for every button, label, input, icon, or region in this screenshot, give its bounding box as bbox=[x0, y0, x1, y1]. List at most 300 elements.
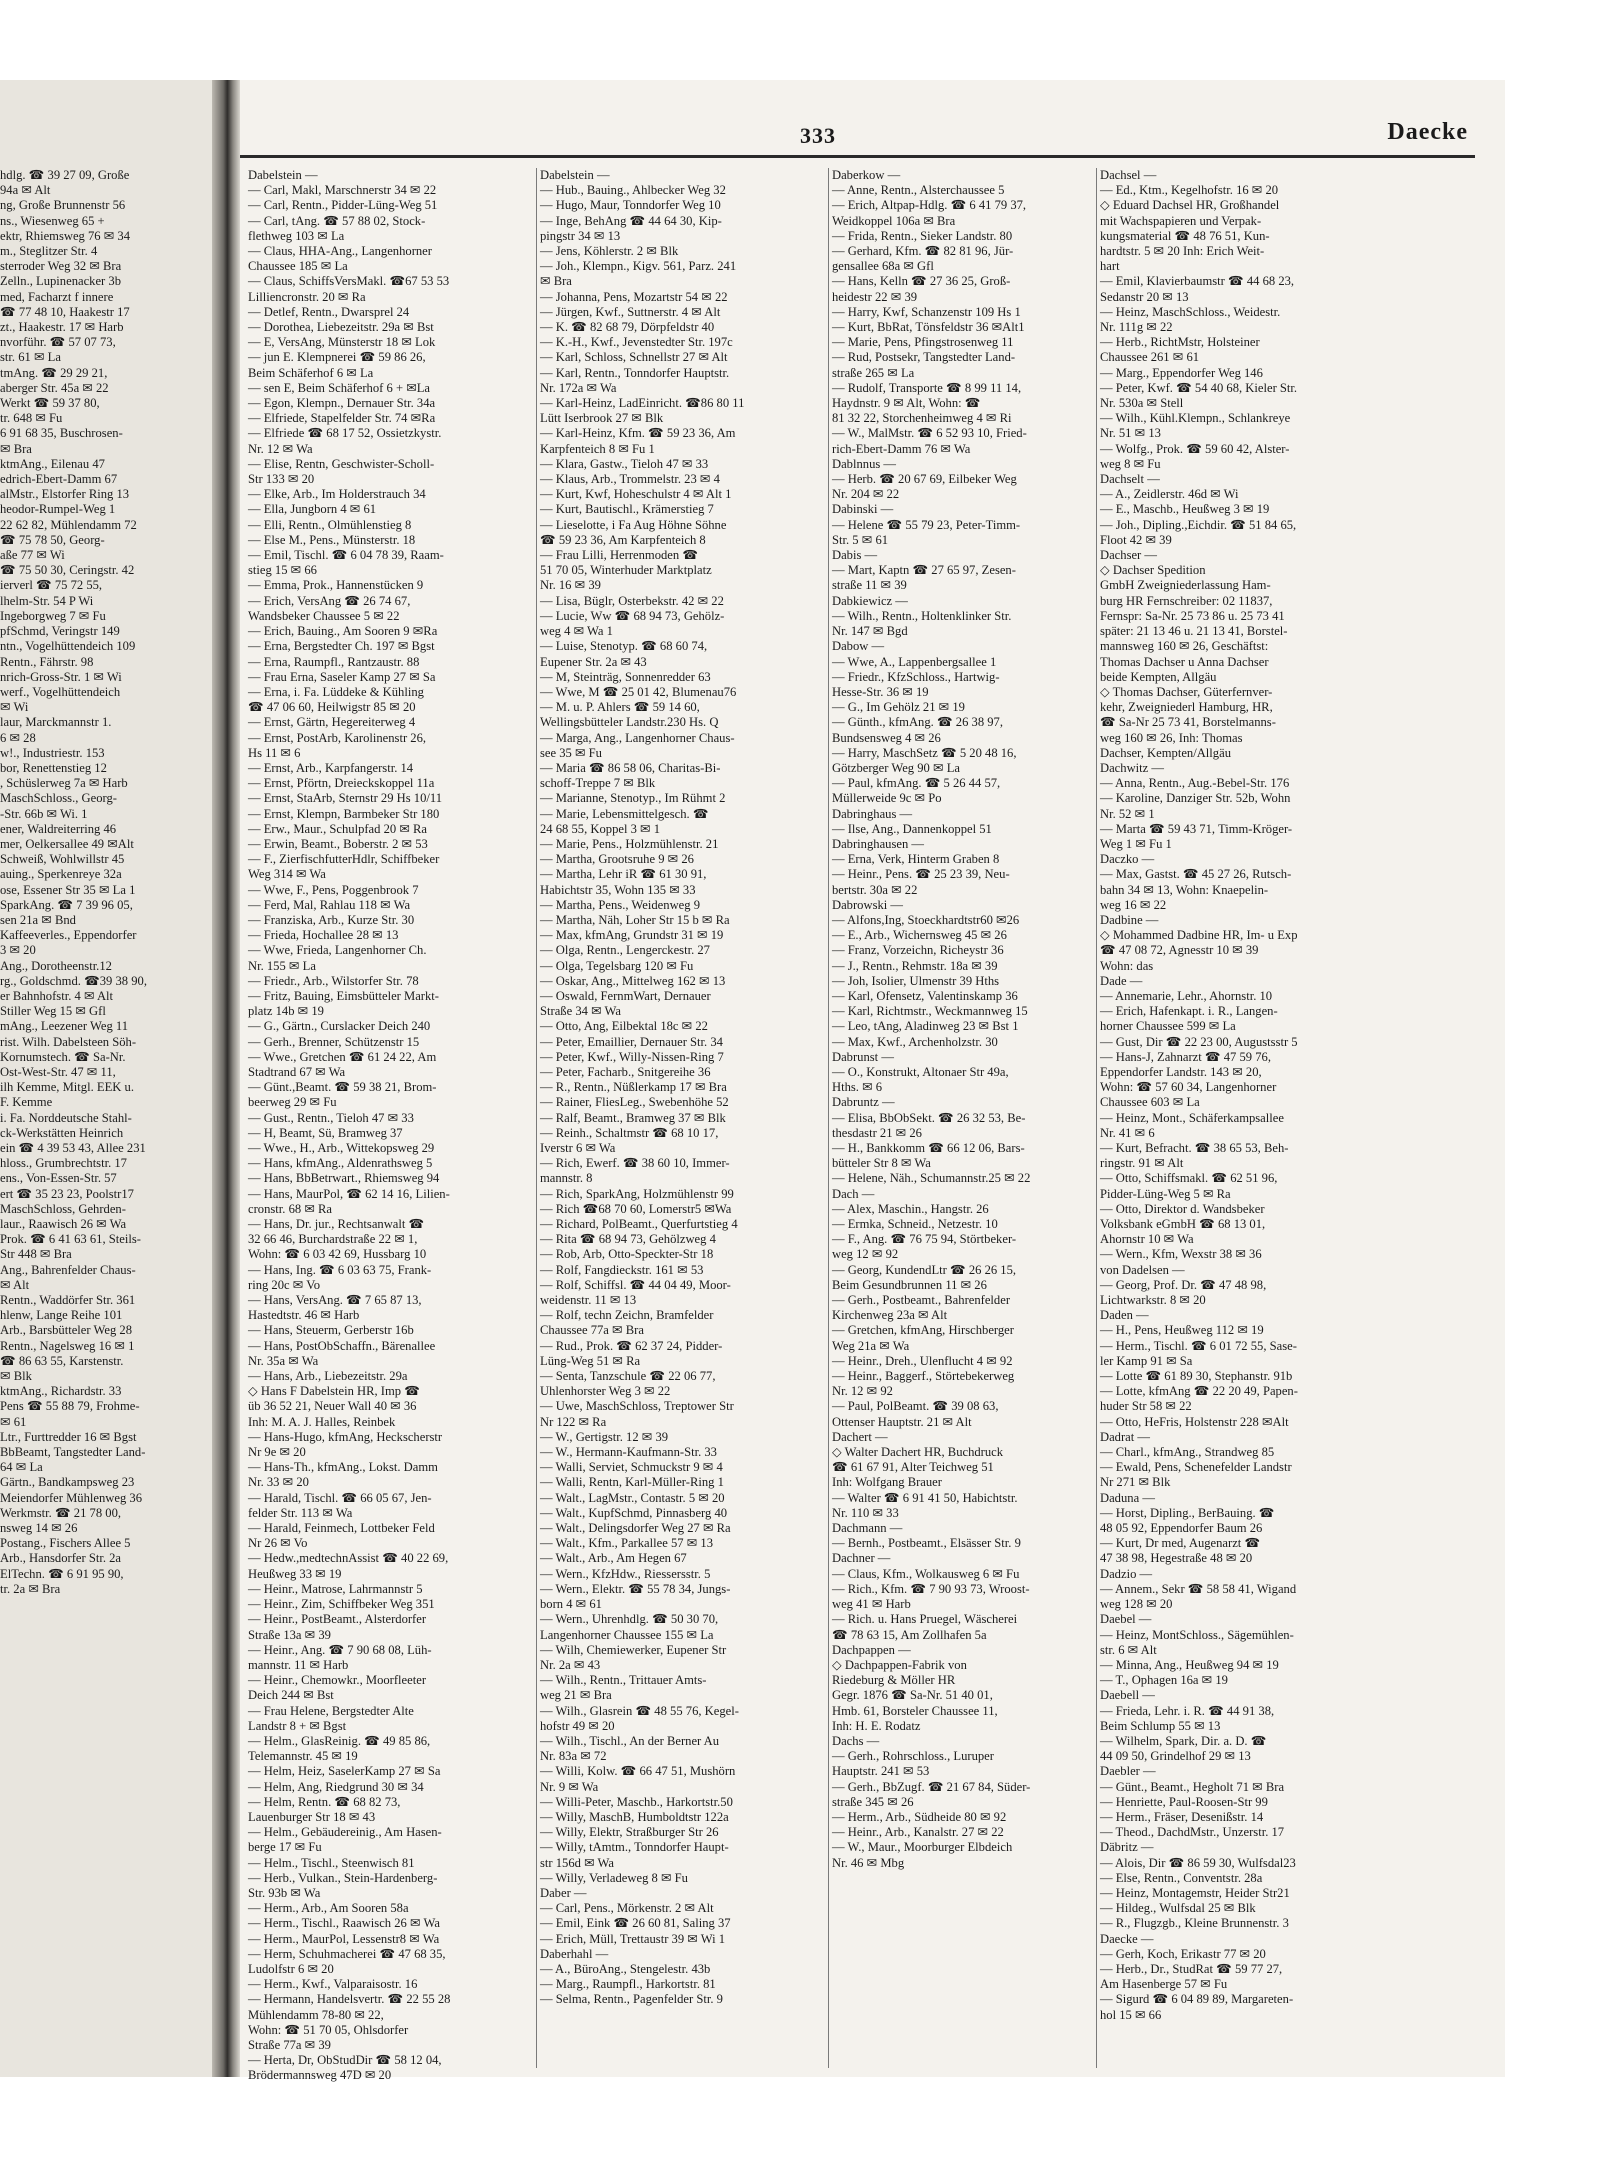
directory-entry-line: Volksbank eGmbH ☎ 68 13 01, bbox=[1100, 1217, 1266, 1232]
left-fragment-line: Rentn., Nagelsweg 16 ✉ 1 bbox=[0, 1338, 135, 1353]
left-fragment-line: aberger Str. 45a ✉ 22 bbox=[0, 380, 109, 395]
directory-entry-line: Ludolfstr 6 ✉ 20 bbox=[248, 1961, 334, 1976]
directory-entry-line: — Charl., kfmAng., Strandweg 85 bbox=[1100, 1445, 1275, 1460]
directory-entry-line: — Wern., KfzHdw., Riessersstr. 5 bbox=[540, 1566, 711, 1581]
left-fragment-line: 64 ✉ La bbox=[0, 1460, 43, 1475]
directory-entry-line: — Helene, Näh., Schumannstr.25 ✉ 22 bbox=[832, 1171, 1031, 1186]
directory-entry-line: — Wwe., H., Arb., Wittekopsweg 29 bbox=[248, 1141, 435, 1155]
directory-entry-line: Hmb. 61, Borsteler Chaussee 11, bbox=[832, 1703, 998, 1718]
surname-heading: Dadbine — bbox=[1100, 912, 1159, 927]
directory-entry-line: burg HR Fernschreiber: 02 11837, bbox=[1100, 593, 1273, 608]
directory-entry-line: — Wwe., Gretchen ☎ 61 24 22, Am bbox=[248, 1049, 437, 1064]
directory-entry-line: — Otto, Schiffsmakl. ☎ 62 51 96, bbox=[1100, 1171, 1278, 1186]
directory-entry-line: — Erna, i. Fa. Lüddeke & Kühling bbox=[248, 684, 424, 699]
directory-entry-line: — Elfriede, Stapelfelder Str. 74 ✉Ra bbox=[248, 411, 436, 426]
directory-entry-line: beerweg 29 ✉ Fu bbox=[248, 1095, 337, 1110]
directory-entry-line: — Hans-Hugo, kfmAng, Heckscherstr bbox=[248, 1429, 443, 1444]
directory-entry-line: — Olga, Tegelsbarg 120 ✉ Fu bbox=[540, 958, 694, 973]
directory-entry-line: — Erich, Müll, Trettaustr 39 ✉ Wi 1 bbox=[540, 1931, 726, 1946]
left-fragment-line: Postang., Fischers Allee 5 bbox=[0, 1536, 131, 1551]
surname-heading: Dachner — bbox=[832, 1551, 891, 1566]
left-fragment-line: Rentn., Fährstr. 98 bbox=[0, 654, 94, 669]
directory-entry-line: — Heinr., Ang. ☎ 7 90 68 08, Lüh- bbox=[248, 1642, 432, 1657]
directory-column-1 bbox=[248, 168, 533, 2083]
left-fragment-line: i. Fa. Norddeutsche Stahl- bbox=[0, 1110, 132, 1125]
directory-entry-line: — Walt., Arb., Am Hegen 67 bbox=[540, 1551, 687, 1566]
left-fragment-line: BbBeamt, Tangstedter Land- bbox=[0, 1445, 146, 1460]
directory-entry-line: Stadtrand 67 ✉ Wa bbox=[248, 1064, 346, 1079]
directory-column-4 bbox=[1100, 168, 1410, 2068]
directory-entry-line: — M, Steinträg, Sonnenredder 63 bbox=[540, 669, 711, 684]
directory-entry-line: Weg 314 ✉ Wa bbox=[248, 867, 326, 882]
left-fragment-line: nvorführ. ☎ 57 07 73, bbox=[0, 335, 116, 350]
page-number: 333 bbox=[800, 123, 836, 148]
directory-entry-line: 51 70 05, Winterhuder Marktplatz bbox=[540, 563, 712, 578]
directory-entry-line: — Oskar, Ang., Mittelweg 162 ✉ 13 bbox=[540, 973, 726, 988]
directory-entry-line: mannstr. 11 ✉ Harb bbox=[248, 1657, 349, 1672]
directory-entry-line: — Carl, Makl, Marschnerstr 34 ✉ 22 bbox=[248, 183, 437, 198]
directory-entry-line: rich-Ebert-Damm 76 ✉ Wa bbox=[832, 441, 971, 456]
directory-entry-line: — Willy, tAmtm., Tonndorfer Haupt- bbox=[540, 1840, 729, 1855]
left-fragment-line: nsweg 14 ✉ 26 bbox=[0, 1521, 78, 1536]
directory-entry-line: — Georg, KundendLtr ☎ 26 26 15, bbox=[832, 1262, 1017, 1277]
directory-entry-line: — Wolfg., Prok. ☎ 59 60 42, Alster- bbox=[1100, 441, 1290, 456]
directory-entry-line: — Rich., Kfm. ☎ 7 90 93 73, Wroost- bbox=[832, 1581, 1030, 1596]
left-fragment-line: Prok. ☎ 6 41 63 61, Steils- bbox=[0, 1232, 141, 1247]
directory-entry-line: ◇ Walter Dachert HR, Buchdruck bbox=[832, 1445, 1004, 1460]
directory-entry-line: stieg 15 ✉ 66 bbox=[248, 563, 317, 578]
directory-entry-line: Nr. 12 ✉ Wa bbox=[248, 441, 313, 456]
directory-entry-line: — Heinr., Matrose, Lahrmannstr 5 bbox=[248, 1581, 423, 1596]
directory-entry-line: — Claus, HHA-Ang., Langenhorner bbox=[248, 244, 432, 259]
directory-entry-line: — Wwe, F., Pens, Poggenbrook 7 bbox=[248, 882, 419, 897]
surname-heading: Daduna — bbox=[1100, 1490, 1155, 1505]
directory-entry-line: Chaussee 185 ✉ La bbox=[248, 259, 348, 274]
left-fragment-line: ktmAng., Richardstr. 33 bbox=[0, 1384, 122, 1399]
directory-entry-line: — Rud., Prok. ☎ 62 37 24, Pidder- bbox=[540, 1338, 723, 1353]
directory-entry-line: beide Kempten, Allgäu bbox=[1100, 669, 1217, 684]
directory-entry-line: Lütt Iserbrook 27 ✉ Blk bbox=[540, 411, 664, 426]
directory-entry-line: GmbH Zweigniederlassung Ham- bbox=[1100, 578, 1271, 593]
directory-entry-line: — Rudolf, Transporte ☎ 8 99 11 14, bbox=[832, 380, 1022, 395]
left-fragment-line: med, Facharzt f innere bbox=[0, 289, 114, 304]
directory-entry-line: cronstr. 68 ✉ Ra bbox=[248, 1201, 333, 1216]
directory-entry-line: — Wilh, Chemiewerker, Eupener Str bbox=[540, 1642, 727, 1657]
directory-entry-line: — Horst, Dipling., BerBauing. ☎ bbox=[1100, 1505, 1275, 1520]
directory-entry-line: — Karl, Rentn., Tonndorfer Hauptstr. bbox=[540, 365, 730, 380]
surname-heading: Dabis — bbox=[832, 548, 878, 563]
left-fragment-line: Zelln., Lupinenacker 3b bbox=[0, 274, 121, 289]
surname-heading: Dachmann — bbox=[832, 1521, 903, 1536]
surname-heading: Daebell — bbox=[1100, 1688, 1155, 1703]
page-header bbox=[240, 115, 1480, 155]
surname-heading: Daberkow — bbox=[832, 168, 901, 182]
directory-entry-line: Wellingsbütteler Landstr.230 Hs. Q bbox=[540, 715, 719, 730]
directory-entry-line: — Erwin, Beamt., Boberstr. 2 ✉ 53 bbox=[248, 836, 428, 851]
directory-entry-line: — Carl, Pens., Mörkenstr. 2 ✉ Alt bbox=[540, 1901, 714, 1916]
directory-entry-line: — Peter, Emaillier, Dernauer Str. 34 bbox=[540, 1034, 723, 1049]
directory-entry-line: — Kurt, Kwf, Hoheschulstr 4 ✉ Alt 1 bbox=[540, 487, 732, 502]
directory-entry-line: — Hans, VersAng. ☎ 7 65 87 13, bbox=[248, 1293, 422, 1308]
directory-entry-line: Inh: M. A. J. Halles, Reinbek bbox=[248, 1414, 396, 1429]
directory-entry-line: — Kurt, Dr med, Augenarzt ☎ bbox=[1100, 1536, 1261, 1551]
directory-entry-line: Telemannstr. 45 ✉ 19 bbox=[248, 1749, 358, 1764]
directory-entry-line: Nr. 110 ✉ 33 bbox=[832, 1505, 899, 1520]
directory-entry-line: — Elfriede ☎ 68 17 52, Ossietzkystr. bbox=[248, 426, 442, 441]
column-divider bbox=[1096, 168, 1097, 2068]
directory-entry-line: — Erna, Bergstedter Ch. 197 ✉ Bgst bbox=[248, 639, 435, 654]
directory-entry-line: — Luise, Stenotyp. ☎ 68 60 74, bbox=[540, 639, 708, 654]
directory-entry-line: — Frida, Rentn., Sieker Landstr. 80 bbox=[832, 228, 1013, 243]
directory-entry-line: weg 21 ✉ Bra bbox=[540, 1688, 612, 1703]
directory-entry-line: — Klaus, Arb., Trommelstr. 23 ✉ 4 bbox=[540, 472, 720, 487]
surname-heading: Daber — bbox=[540, 1885, 587, 1900]
left-fragment-line: ☎ 86 63 55, Karstenstr. bbox=[0, 1353, 124, 1368]
directory-entry-line: Beim Schlump 55 ✉ 13 bbox=[1100, 1718, 1221, 1733]
left-fragment-line: rg., Goldschmd. ☎39 38 90, bbox=[0, 973, 147, 988]
directory-entry-line: — Herm., Arb., Am Sooren 58a bbox=[248, 1901, 409, 1916]
directory-entry-line: pingstr 34 ✉ 13 bbox=[540, 228, 621, 243]
left-fragment-line: Str 448 ✉ Bra bbox=[0, 1247, 72, 1262]
directory-entry-line: — Walli, Rentn, Karl-Müller-Ring 1 bbox=[540, 1475, 724, 1490]
directory-entry-line: — Martha, Näh, Loher Str 15 b ✉ Ra bbox=[540, 912, 730, 927]
directory-entry-line: bütteler Str 8 ✉ Wa bbox=[832, 1156, 931, 1171]
left-fragment-line: Ost-West-Str. 47 ✉ 11, bbox=[0, 1064, 116, 1079]
directory-entry-line: Wohn: ☎ 51 70 05, Ohlsdorfer bbox=[248, 2022, 409, 2037]
directory-entry-line: ◇ Hans F Dabelstein HR, Imp ☎ bbox=[248, 1384, 420, 1399]
directory-entry-line: Uhlenhorster Weg 3 ✉ 22 bbox=[540, 1384, 671, 1399]
directory-entry-line: 47 38 98, Hegestraße 48 ✉ 20 bbox=[1100, 1551, 1253, 1566]
directory-entry-line: — Erich, Altpap-Hdlg. ☎ 6 41 79 37, bbox=[832, 198, 1027, 213]
directory-entry-line: — Erw., Maur., Schulpfad 20 ✉ Ra bbox=[248, 821, 428, 836]
directory-entry-line: flethweg 103 ✉ La bbox=[248, 228, 345, 243]
directory-entry-line: — Ferd, Mal, Rahlau 118 ✉ Wa bbox=[248, 897, 411, 912]
left-fragment-line: Ingeborgweg 7 ✉ Fu bbox=[0, 608, 106, 623]
left-fragment-line: 3 ✉ 20 bbox=[0, 943, 36, 958]
directory-entry-line: — Wilh., Kühl.Klempn., Schlankreye bbox=[1100, 411, 1291, 426]
left-fragment-line: ens., Von-Essen-Str. 57 bbox=[0, 1171, 117, 1186]
left-fragment-line: laur, Marckmannstr 1. bbox=[0, 715, 112, 730]
directory-entry-line: berge 17 ✉ Fu bbox=[248, 1840, 322, 1855]
directory-entry-line: Fernspr: Sa-Nr. 25 73 86 u. 25 73 41 bbox=[1100, 608, 1285, 623]
directory-entry-line: — K. ☎ 82 68 79, Dörpfeldstr 40 bbox=[540, 320, 715, 335]
directory-entry-line: — Dorothea, Liebezeitstr. 29a ✉ Bst bbox=[248, 320, 434, 335]
directory-entry-line: — Willi-Peter, Maschb., Harkortstr.50 bbox=[540, 1794, 733, 1809]
left-fragment-line: 6 ✉ 28 bbox=[0, 730, 36, 745]
directory-entry-line: ler Kamp 91 ✉ Sa bbox=[1100, 1353, 1193, 1368]
left-fragment-line: ✉ Alt bbox=[0, 1277, 30, 1292]
directory-entry-line: — Marg., Raumpfl., Harkortstr. 81 bbox=[540, 1977, 716, 1992]
directory-entry-line: — Heinr., Pens. ☎ 25 23 39, Neu- bbox=[832, 867, 1010, 882]
left-fragment-line: w!., Industriestr. 153 bbox=[0, 745, 105, 760]
directory-entry-line: — Willy, Verladeweg 8 ✉ Fu bbox=[540, 1870, 688, 1885]
directory-entry-line: Hastedtstr. 46 ✉ Harb bbox=[248, 1308, 360, 1323]
surname-heading: Dabkiewicz — bbox=[832, 593, 908, 608]
directory-entry-line: — Joh., Klempn., Kigv. 561, Parz. 241 bbox=[540, 259, 737, 274]
directory-entry-line: ☎ 47 06 60, Heilwigstr 85 ✉ 20 bbox=[248, 700, 416, 715]
directory-entry-line: — Rich, Ewerf. ☎ 38 60 10, Immer- bbox=[540, 1156, 730, 1171]
directory-entry-line: — Otto, HeFris, Holstenstr 228 ✉Alt bbox=[1100, 1414, 1289, 1429]
directory-entry-line: — Marta ☎ 59 43 71, Timm-Kröger- bbox=[1100, 821, 1293, 836]
header-rule bbox=[240, 155, 1475, 158]
directory-entry-line: — Willy, Elektr, Straßburger Str 26 bbox=[540, 1825, 719, 1840]
directory-entry-line: — Emma, Prok., Hannenstücken 9 bbox=[248, 578, 424, 593]
directory-entry-line: Mühlendamm 78-80 ✉ 22, bbox=[248, 2007, 384, 2022]
directory-entry-line: — H., Bankkomm ☎ 66 12 06, Bars- bbox=[832, 1141, 1025, 1155]
directory-entry-line: — Herb., Dr., StudRat ☎ 59 77 27, bbox=[1100, 1961, 1283, 1976]
directory-entry-line: Nr. 35a ✉ Wa bbox=[248, 1353, 319, 1368]
directory-entry-line: — Henriette, Paul-Roosen-Str 99 bbox=[1100, 1794, 1268, 1809]
left-fragment-line: Rentn., Waddörfer Str. 361 bbox=[0, 1293, 136, 1308]
directory-entry-line: — Heinr., PostBeamt., Alsterdorfer bbox=[248, 1612, 427, 1627]
directory-entry-line: — Leo, tAng, Aladinweg 23 ✉ Bst 1 bbox=[832, 1019, 1019, 1034]
directory-entry-line: — Harry, Kwf, Schanzenstr 109 Hs 1 bbox=[832, 304, 1021, 319]
directory-entry-line: — Gerh., Brenner, Schützenstr 15 bbox=[248, 1034, 420, 1049]
directory-entry-line: Beim Schäferhof 6 ✉ La bbox=[248, 365, 374, 380]
directory-entry-line: — Harry, MaschSetz ☎ 5 20 48 16, bbox=[832, 745, 1017, 760]
directory-entry-line: — Martha, Lehr iR ☎ 61 30 91, bbox=[540, 867, 707, 882]
directory-entry-line: gensallee 68a ✉ Gfl bbox=[832, 259, 934, 274]
directory-entry-line: — Karl, Ofensetz, Valentinskamp 36 bbox=[832, 988, 1018, 1003]
directory-entry-line: Hs 11 ✉ 6 bbox=[248, 745, 301, 760]
directory-entry-line: — Hans, PostObSchaffn., Bärenallee bbox=[248, 1338, 436, 1353]
directory-entry-line: weg 128 ✉ 20 bbox=[1100, 1597, 1173, 1612]
directory-entry-line: — Herb. ☎ 20 67 69, Eilbeker Weg bbox=[832, 472, 1017, 487]
directory-entry-line: schoff-Treppe 7 ✉ Blk bbox=[540, 776, 656, 791]
surname-heading: Dade — bbox=[1100, 973, 1143, 988]
directory-entry-line: ☎ 59 23 36, Am Karpfenteich 8 bbox=[540, 532, 706, 547]
directory-entry-line: — Else, Rentn., Conventstr. 28a bbox=[1100, 1870, 1263, 1885]
directory-entry-line: — Hedw.,medtechnAssist ☎ 40 22 69, bbox=[248, 1551, 449, 1566]
directory-entry-line: — Max, kfmAng, Grundstr 31 ✉ 19 bbox=[540, 928, 724, 943]
directory-entry-line: mannsweg 160 ✉ 26, Geschäftst: bbox=[1100, 639, 1269, 654]
left-fragment-line: lhelm-Str. 54 P Wi bbox=[0, 593, 94, 608]
directory-entry-line: ◇ Eduard Dachsel HR, Großhandel bbox=[1100, 198, 1280, 213]
left-fragment-line: Kaffeeverles., Eppendorfer bbox=[0, 928, 137, 943]
left-fragment-line: ktmAng., Eilenau 47 bbox=[0, 456, 105, 471]
left-fragment-line: ns., Wiesenweg 65 + bbox=[0, 213, 105, 228]
directory-entry-line: Nr. 46 ✉ Mbg bbox=[832, 1855, 905, 1870]
left-fragment-line: rist. Wilh. Dabelsteen Söh- bbox=[0, 1034, 137, 1049]
surname-heading: Daczko — bbox=[1100, 852, 1155, 867]
left-fragment-line: tmAng. ☎ 29 29 21, bbox=[0, 365, 108, 380]
directory-entry-line: ☎ 78 63 15, Am Zollhafen 5a bbox=[832, 1627, 987, 1642]
directory-entry-line: — Hans-J, Zahnarzt ☎ 47 59 76, bbox=[1100, 1049, 1271, 1064]
directory-entry-line: — Marie, Pens., Holzmühlenstr. 21 bbox=[540, 836, 719, 851]
directory-entry-line: — Richard, PolBeamt., Querfurtstieg 4 bbox=[540, 1217, 738, 1232]
directory-entry-line: hart bbox=[1100, 259, 1120, 274]
directory-entry-line: 32 66 46, Burchardstraße 22 ✉ 1, bbox=[248, 1232, 418, 1247]
directory-entry-line: ringstr. 91 ✉ Alt bbox=[1100, 1156, 1184, 1171]
directory-entry-line: 48 05 92, Eppendorfer Baum 26 bbox=[1100, 1521, 1263, 1536]
directory-entry-line: — Friedr., KfzSchloss., Hartwig- bbox=[832, 669, 1000, 684]
left-fragment-line: ☎ 77 48 10, Haakestr 17 bbox=[0, 304, 130, 319]
left-fragment-line: tr. 2a ✉ Bra bbox=[0, 1581, 61, 1596]
directory-entry-line: str. 6 ✉ Alt bbox=[1100, 1642, 1157, 1657]
directory-entry-line: — Anna, Rentn., Aug.-Bebel-Str. 176 bbox=[1100, 776, 1290, 791]
directory-entry-line: — Wern., Elektr. ☎ 55 78 34, Jungs- bbox=[540, 1581, 731, 1596]
directory-entry-line: — H., Pens, Heußweg 112 ✉ 19 bbox=[1100, 1323, 1264, 1338]
directory-entry-line: horner Chaussee 599 ✉ La bbox=[1100, 1019, 1236, 1034]
directory-entry-line: Nr. 33 ✉ 20 bbox=[248, 1475, 309, 1490]
directory-entry-line: — Ernst, Gärtn, Hegereiterweg 4 bbox=[248, 715, 416, 730]
directory-entry-line: — Franz, Vorzeichn, Richeystr 36 bbox=[832, 943, 1004, 958]
directory-entry-line: — Herm., Fräser, Desenißstr. 14 bbox=[1100, 1809, 1264, 1824]
directory-entry-line: — sen E, Beim Schäferhof 6 + ✉La bbox=[248, 380, 431, 395]
directory-entry-line: — T., Ophagen 16a ✉ 19 bbox=[1100, 1673, 1228, 1688]
left-fragment-line: , Schüslerweg 7a ✉ Harb bbox=[0, 776, 128, 791]
directory-entry-line: — O., Konstrukt, Altonaer Str 49a, bbox=[832, 1064, 1009, 1079]
directory-entry-line: — Minna, Ang., Heußweg 94 ✉ 19 bbox=[1100, 1657, 1279, 1672]
directory-entry-line: später: 21 13 46 u. 21 13 41, Borstel- bbox=[1100, 624, 1288, 639]
left-fragment-line: hlenw, Lange Reihe 101 bbox=[0, 1308, 123, 1323]
directory-entry-line: Langenhorner Chaussee 155 ✉ La bbox=[540, 1627, 714, 1642]
directory-entry-line: — Elli, Rentn., Olmühlenstieg 8 bbox=[248, 517, 412, 532]
left-fragment-line: MaschSchloss., Georg- bbox=[0, 791, 117, 806]
directory-entry-line: — H, Beamt, Sü, Bramweg 37 bbox=[248, 1125, 403, 1140]
directory-entry-line: — Lieselotte, i Fa Aug Höhne Söhne bbox=[540, 517, 727, 532]
directory-entry-line: — Hans-Th., kfmAng., Lokst. Damm bbox=[248, 1460, 438, 1475]
directory-entry-line: — Martha, Grootsruhe 9 ✉ 26 bbox=[540, 852, 694, 867]
directory-entry-line: — Jürgen, Kwf., Suttnerstr. 4 ✉ Alt bbox=[540, 304, 721, 319]
directory-entry-line: — Frau Erna, Saseler Kamp 27 ✉ Sa bbox=[248, 669, 436, 684]
directory-entry-line: — Wwe, M ☎ 25 01 42, Blumenau76 bbox=[540, 684, 737, 699]
directory-entry-line: — Ernst, Klempn, Barmbeker Str 180 bbox=[248, 806, 440, 821]
left-fragment-line: ein ☎ 4 39 53 43, Allee 231 bbox=[0, 1141, 146, 1155]
column-divider bbox=[536, 168, 537, 2068]
directory-entry-line: Wohn: ☎ 57 60 34, Langenhorner bbox=[1100, 1080, 1277, 1095]
directory-entry-line: — Annem., Sekr ☎ 58 58 41, Wigand bbox=[1100, 1581, 1297, 1596]
surname-heading: Dablnnus — bbox=[832, 456, 897, 471]
directory-entry-line: — Rita ☎ 68 94 73, Gehölzweg 4 bbox=[540, 1232, 716, 1247]
directory-entry-line: — Günt., Beamt., Hegholt 71 ✉ Bra bbox=[1100, 1779, 1285, 1794]
left-fragment-line: ose, Essener Str 35 ✉ La 1 bbox=[0, 882, 136, 897]
directory-entry-line: Inh: Wolfgang Brauer bbox=[832, 1475, 942, 1490]
left-fragment-line: auing., Sperkenreye 32a bbox=[0, 867, 122, 882]
directory-entry-line: — Gust., Rentn., Tieloh 47 ✉ 33 bbox=[248, 1110, 414, 1125]
directory-entry-line: — Wilh., Rentn., Trittauer Amts- bbox=[540, 1673, 707, 1688]
directory-entry-line: — Gerh, Koch, Erikastr 77 ✉ 20 bbox=[1100, 1946, 1266, 1961]
directory-entry-line: ☎ 61 67 91, Alter Teichweg 51 bbox=[832, 1460, 994, 1475]
directory-entry-line: — Emil, Eink ☎ 26 60 81, Saling 37 bbox=[540, 1916, 731, 1931]
directory-column-3 bbox=[832, 168, 1134, 2068]
directory-entry-line: — Willy, MaschB, Humboldtstr 122a bbox=[540, 1809, 729, 1824]
left-fragment-line: ener, Waldreiterring 46 bbox=[0, 821, 117, 836]
directory-entry-line: Chaussee 261 ✉ 61 bbox=[1100, 350, 1200, 365]
left-fragment-line: Kornumstech. ☎ Sa-Nr. bbox=[0, 1049, 126, 1064]
left-fragment-line: sen 21a ✉ Bnd bbox=[0, 912, 76, 927]
directory-entry-line: — Gretchen, kfmAng, Hirschberger bbox=[832, 1323, 1014, 1338]
surname-heading: Dadrat — bbox=[1100, 1429, 1151, 1444]
left-fragment-line: Schweiß, Wohlwillstr 45 bbox=[0, 852, 125, 867]
directory-entry-line: — Paul, kfmAng. ☎ 5 26 44 57, bbox=[832, 776, 1001, 791]
directory-entry-line: — Walt., KupfSchmd, Pinnasberg 40 bbox=[540, 1505, 728, 1520]
directory-entry-line: Nr. 172a ✉ Wa bbox=[540, 380, 617, 395]
directory-entry-line: born 4 ✉ 61 bbox=[540, 1597, 602, 1612]
directory-column-2 bbox=[540, 168, 835, 2068]
surname-heading: Dabringhausen — bbox=[832, 836, 924, 851]
directory-entry-line: weg 12 ✉ 92 bbox=[832, 1247, 899, 1262]
directory-entry-line: — Friedr., Arb., Wilstorfer Str. 78 bbox=[248, 973, 419, 988]
directory-entry-line: — Karl-Heinz, Kfm. ☎ 59 23 36, Am bbox=[540, 426, 736, 441]
directory-entry-line: Nr. 155 ✉ La bbox=[248, 958, 316, 973]
directory-entry-line: — Ella, Jungborn 4 ✉ 61 bbox=[248, 502, 377, 517]
directory-entry-line: — Heinz, MaschSchloss., Weidestr. bbox=[1100, 304, 1281, 319]
directory-entry-line: Nr. 52 ✉ 1 bbox=[1100, 806, 1155, 821]
surname-heading: Dadzio — bbox=[1100, 1566, 1153, 1581]
directory-entry-line: Str. 5 ✉ 61 bbox=[832, 532, 889, 547]
directory-entry-line: weidenstr. 11 ✉ 13 bbox=[540, 1293, 637, 1308]
directory-entry-line: Deich 244 ✉ Bst bbox=[248, 1688, 334, 1703]
directory-entry-line: Sedanstr 20 ✉ 13 bbox=[1100, 289, 1189, 304]
directory-entry-line: — Gerhard, Kfm. ☎ 82 81 96, Jür- bbox=[832, 244, 1014, 259]
directory-entry-line: — R., Flugzgb., Kleine Brunnenstr. 3 bbox=[1100, 1916, 1289, 1931]
directory-entry-line: — Ewald, Pens, Schenefelder Landstr bbox=[1100, 1460, 1292, 1475]
surname-heading: Dachs — bbox=[832, 1733, 880, 1748]
directory-entry-line: — Frau Lilli, Herrenmoden ☎ bbox=[540, 548, 699, 563]
left-fragment-line: Ang., Bahrenfelder Chaus- bbox=[0, 1262, 136, 1277]
directory-entry-line: — Sigurd ☎ 6 04 89 89, Margareten- bbox=[1100, 1992, 1294, 2007]
surname-heading: Dachpappen — bbox=[832, 1642, 911, 1657]
directory-entry-line: mannstr. 8 bbox=[540, 1171, 593, 1186]
directory-entry-line: — Bernh., Postbeamt., Elsässer Str. 9 bbox=[832, 1536, 1021, 1551]
directory-entry-line: Hauptstr. 241 ✉ 53 bbox=[832, 1764, 930, 1779]
directory-entry-line: — Fritz, Bauing, Eimsbütteler Markt- bbox=[248, 988, 439, 1003]
directory-entry-line: — Herm., MaurPol, Lessenstr8 ✉ Wa bbox=[248, 1931, 440, 1946]
directory-entry-line: ☎ 47 08 72, Agnesstr 10 ✉ 39 bbox=[1100, 943, 1259, 958]
surname-heading: Daebler — bbox=[1100, 1764, 1156, 1779]
directory-entry-line: — Herm., Tischl. ☎ 6 01 72 55, Sase- bbox=[1100, 1338, 1297, 1353]
directory-entry-line: — Joh., Dipling.,Eichdir. ☎ 51 84 65, bbox=[1100, 517, 1297, 532]
directory-entry-line: — Marie, Lebensmittelgesch. ☎ bbox=[540, 806, 709, 821]
left-fragment-line: 94a ✉ Alt bbox=[0, 183, 51, 198]
left-fragment-line: edrich-Ebert-Damm 67 bbox=[0, 472, 118, 487]
directory-entry-line: — Hans, Kelln ☎ 27 36 25, Groß- bbox=[832, 274, 1011, 289]
directory-entry-line: üb 36 52 21, Neuer Wall 40 ✉ 36 bbox=[248, 1399, 417, 1414]
left-fragment-line: mer, Oelkersallee 49 ✉Alt bbox=[0, 836, 134, 851]
surname-heading: Daberhahl — bbox=[540, 1946, 609, 1961]
directory-entry-line: — Hub., Bauing., Ahlbecker Weg 32 bbox=[540, 183, 726, 198]
directory-entry-line: kehr, Zweigniederl Hamburg, HR, bbox=[1100, 700, 1273, 715]
left-fragment-line: ElTechn. ☎ 6 91 95 90, bbox=[0, 1566, 124, 1581]
directory-entry-line: — Helm, Rentn. ☎ 68 82 73, bbox=[248, 1794, 401, 1809]
directory-entry-line: — Olga, Rentn., Lengerckestr. 27 bbox=[540, 943, 710, 958]
directory-entry-line: — Wwe, Frieda, Langenhorner Ch. bbox=[248, 943, 427, 958]
directory-entry-line: mit Wachspapieren und Verpak- bbox=[1100, 213, 1262, 228]
left-fragment-line: Ang., Dorotheenstr.12 bbox=[0, 958, 112, 973]
directory-entry-line: 24 68 55, Koppel 3 ✉ 1 bbox=[540, 821, 661, 836]
directory-entry-line: — E., Maschb., Heußweg 3 ✉ 19 bbox=[1100, 502, 1270, 517]
directory-entry-line: Straße 34 ✉ Wa bbox=[540, 1004, 622, 1019]
directory-entry-line: — Erich, Hafenkapt. i. R., Langen- bbox=[1100, 1004, 1278, 1019]
directory-entry-line: — Wern., Kfm, Wexstr 38 ✉ 36 bbox=[1100, 1247, 1262, 1262]
left-fragment-line: ilh Kemme, Mitgl. EEK u. bbox=[0, 1080, 134, 1095]
directory-entry-line: platz 14b ✉ 19 bbox=[248, 1004, 324, 1019]
directory-entry-line: Nr. 530a ✉ Stell bbox=[1100, 396, 1184, 411]
directory-entry-line: — Kurt, BbRat, Tönsfeldstr 36 ✉Alt1 bbox=[832, 320, 1025, 335]
directory-entry-line: straße 265 ✉ La bbox=[832, 365, 915, 380]
left-fragment-line: Gärtn., Bandkampsweg 23 bbox=[0, 1475, 135, 1490]
directory-entry-line: — Harald, Feinmech, Lottbeker Feld bbox=[248, 1521, 435, 1536]
directory-entry-line: — Ernst, PostArb, Karolinenstr 26, bbox=[248, 730, 427, 745]
directory-entry-line: Dachser, Kempten/Allgäu bbox=[1100, 745, 1231, 760]
directory-entry-line: — Else M., Pens., Münsterstr. 18 bbox=[248, 532, 416, 547]
directory-entry-line: Ahornstr 10 ✉ Wa bbox=[1100, 1232, 1194, 1247]
directory-entry-line: hofstr 49 ✉ 20 bbox=[540, 1718, 615, 1733]
directory-entry-line: — Wilh., Tischl., An der Berner Au bbox=[540, 1733, 720, 1748]
surname-heading: Dachselt — bbox=[1100, 472, 1160, 487]
directory-entry-line: — W., Maur., Moorburger Elbdeich bbox=[832, 1840, 1013, 1855]
